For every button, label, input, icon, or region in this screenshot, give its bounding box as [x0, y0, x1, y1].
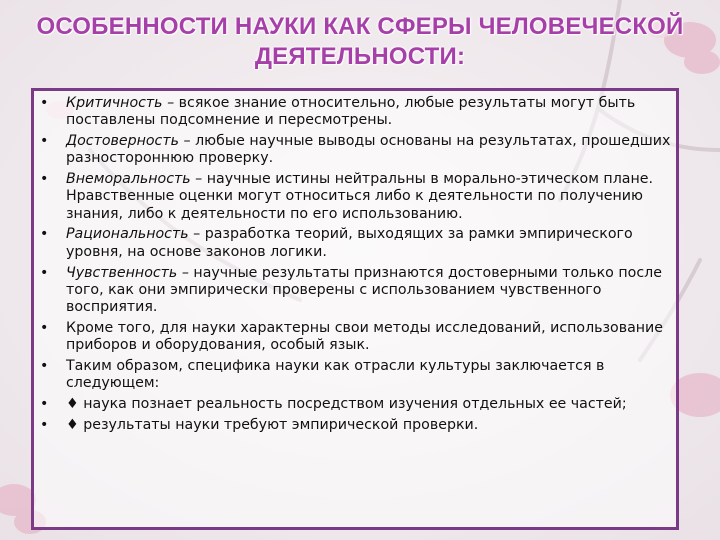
bullet-icon: •: [40, 226, 49, 243]
item-term: Чувственность: [66, 264, 178, 281]
slide-title-line-2: ДЕЯТЕЛЬНОСТИ:: [254, 43, 466, 70]
item-text: ♦ результаты науки требуют эмпирической проверки.: [66, 416, 479, 433]
item-term: Критичность: [66, 95, 163, 111]
list-item: [38, 358, 678, 392]
bullet-icon: •: [40, 264, 49, 281]
list-item: [38, 226, 678, 260]
list-item: [38, 320, 678, 354]
item-text: ♦ наука познает реальность посредством изучения отдельных ее частей;: [66, 396, 627, 413]
list-item: [38, 265, 678, 317]
list-item: [38, 417, 678, 434]
item-text: – научные результаты признаются достоверными только после того, как они эмпирически проверены с использованием чувственного восприятия.: [66, 264, 662, 315]
item-text: Кроме того, для науки характерны свои методы исследований, использование приборов и оборудования, особый язык.: [66, 319, 664, 354]
item-text: Таким образом, специфика науки как отрасли культуры заключается в следующем:: [66, 357, 605, 392]
item-term: Внеморальность: [66, 171, 191, 188]
list-item: [38, 95, 678, 129]
slide-title-line-1: ОСОБЕННОСТИ НАУКИ КАК СФЕРЫ ЧЕЛОВЕЧЕСКОЙ: [36, 13, 684, 40]
list-item: [38, 396, 678, 413]
bullet-icon: •: [40, 171, 49, 188]
bullet-icon: •: [40, 319, 49, 336]
list-item: [38, 171, 678, 223]
slide-title: [20, 12, 700, 72]
item-text: – всякое знание относительно, любые результаты могут быть поставлены подсомнение и пересмотрены.: [66, 95, 636, 129]
bullet-icon: •: [40, 357, 49, 374]
bullet-icon: •: [40, 95, 49, 111]
item-text: – научные истины нейтральны в морально-этическом плане. Нравственные оценки могут относиться либо к деятельности по получению знания, либо к деятельности по его использованию.: [66, 171, 653, 222]
bullet-icon: •: [40, 416, 49, 433]
bullet-icon: •: [40, 133, 49, 150]
bullet-list: [38, 95, 678, 438]
list-item: [38, 133, 678, 167]
item-term: Рациональность: [66, 226, 189, 243]
item-text: – любые научные выводы основаны на результатах, прошедших разностороннюю проверку.: [66, 133, 671, 167]
bullet-icon: •: [40, 396, 49, 413]
item-text: – разработка теорий, выходящих за рамки эмпирического уровня, на основе законов логики.: [66, 226, 633, 260]
item-term: Достоверность: [66, 133, 179, 150]
